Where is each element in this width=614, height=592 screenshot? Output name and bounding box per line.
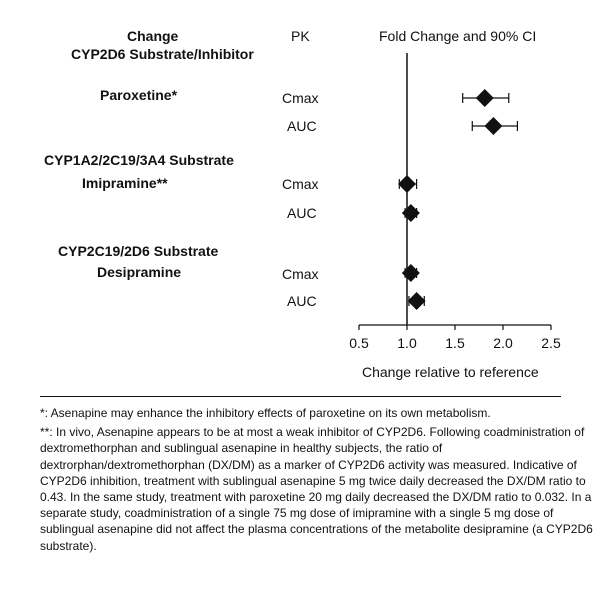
pk-label: AUC — [287, 118, 317, 134]
footnote-paroxetine: *: Asenapine may enhance the inhibitory effects of paroxetine on its own metabolism. — [40, 406, 491, 420]
pk-label: Cmax — [282, 266, 319, 282]
estimate-diamond — [402, 204, 420, 222]
estimate-diamond — [476, 89, 494, 107]
x-tick-label: 1.0 — [397, 335, 417, 351]
estimate-diamond — [484, 117, 502, 135]
column-header-substrate-inhibitor: CYP2D6 Substrate/Inhibitor — [71, 46, 254, 62]
pk-label: Cmax — [282, 90, 319, 106]
column-header-pk: PK — [291, 28, 310, 44]
x-tick-label: 2.0 — [493, 335, 513, 351]
group-label-desipramine: Desipramine — [97, 264, 182, 280]
x-tick-label: 2.5 — [541, 335, 561, 351]
x-tick-label: 0.5 — [349, 335, 369, 351]
pk-label: Cmax — [282, 176, 319, 192]
estimate-diamond — [408, 292, 426, 310]
divider — [40, 396, 561, 397]
estimate-diamond — [398, 175, 416, 193]
x-tick-label: 1.5 — [445, 335, 465, 351]
group-label-imipramine-class: CYP1A2/2C19/3A4 Substrate — [44, 152, 234, 168]
pk-label: AUC — [287, 293, 317, 309]
column-header-fold-change: Fold Change and 90% CI — [379, 28, 537, 44]
group-label-desipramine-class: CYP2C19/2D6 Substrate — [58, 243, 219, 259]
group-label-paroxetine: Paroxetine* — [100, 87, 178, 103]
group-label-imipramine: Imipramine** — [82, 175, 168, 191]
pk-label: AUC — [287, 205, 317, 221]
column-header-change: Change — [127, 28, 179, 44]
footnotes — [40, 405, 600, 557]
footnote-imipramine: **: In vivo, Asenapine appears to be at most a weak inhibitor of CYP2D6. Following coadministration of dextromethorphan and sublingual asenapine in healthy subjects, the ratio of dextrorphan/dextromethorphan (DX/DM) as a marker of CYP2D6 activity was measured. Indicative of CYP2D6 inhibition, treatment with sublingual asenapine 5 mg twice daily decreased the DX/DM ratio to 0.43. In the same study, treatment with paroxetine 20 mg daily decreased the DX/DM ratio to 0.032. In a separate study, coadministration of a single 75 mg dose of imipramine with a single 5 mg dose of sublingual asenapine did not affect the plasma concentrations of the metabolite desipramine (a CYP2D6 substrate). — [40, 425, 593, 553]
estimate-diamond — [402, 264, 420, 282]
x-axis-label: Change relative to reference — [362, 364, 539, 380]
